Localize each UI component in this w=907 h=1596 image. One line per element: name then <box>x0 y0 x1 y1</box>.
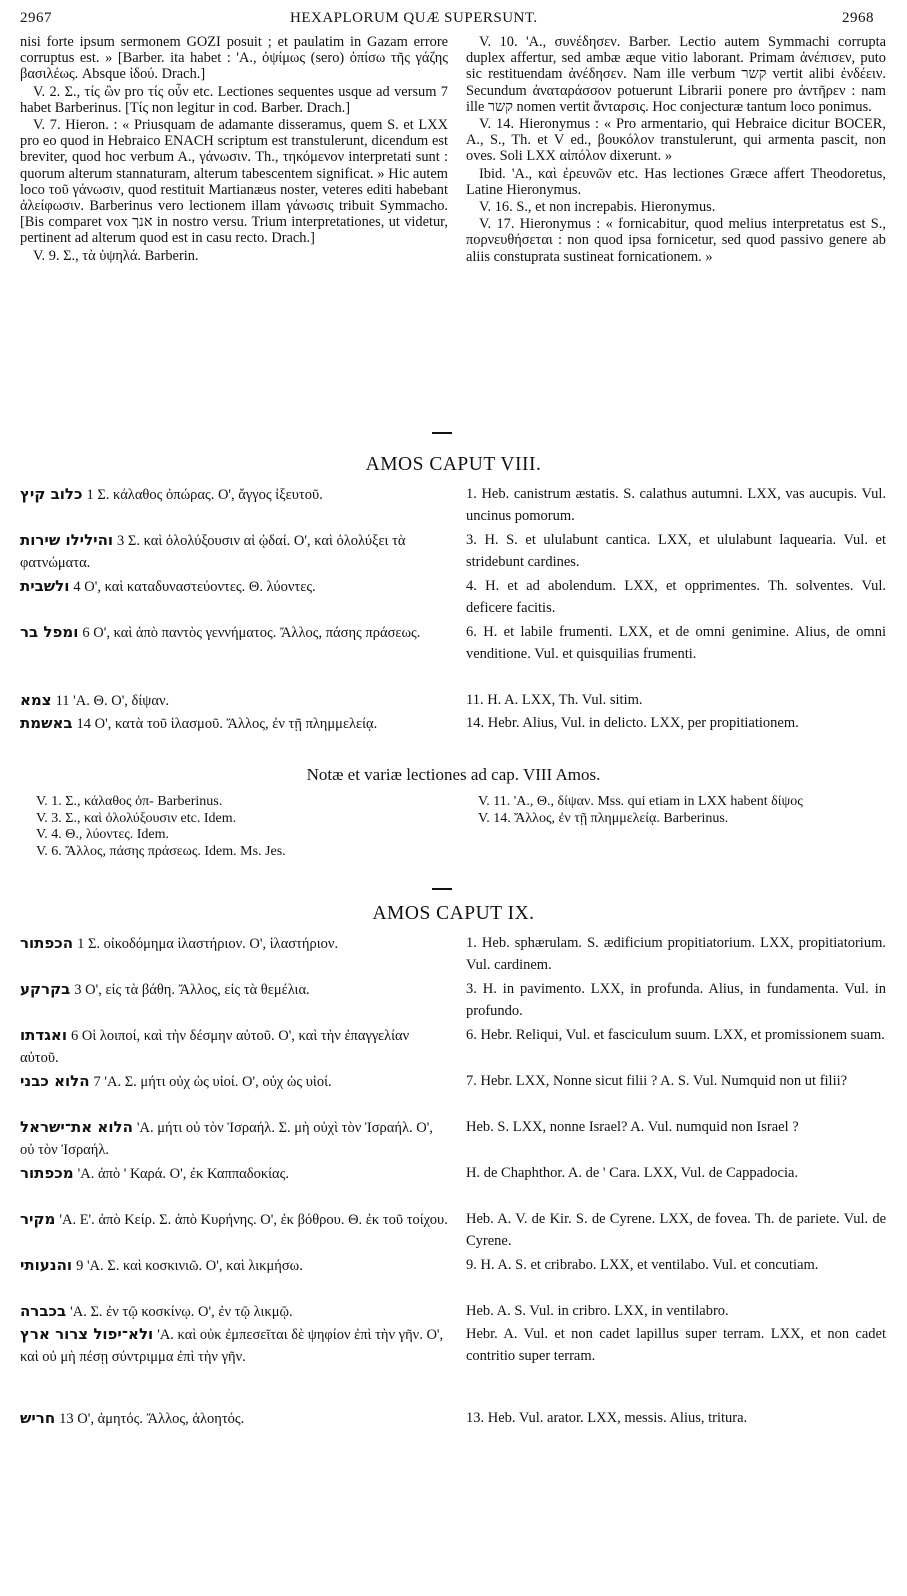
hebrew-lemma: כלוב קיץ <box>20 485 83 503</box>
greek-column <box>20 575 450 598</box>
running-title: HEXAPLORUM QUÆ SUPERSUNT. <box>290 10 538 26</box>
greek-column <box>20 483 450 506</box>
notes-heading: Notæ et variæ lectiones ad cap. VIII Amos. <box>306 765 601 784</box>
greek-reading: 3 Σ. καὶ ὀλολύξουσιν αἱ ᾠδαί. Ο', καὶ ὀλολύξει τὰ φατνώματα. <box>20 533 406 571</box>
greek-reading: 6 Ο', καὶ ἀπὸ παντὸς γεννήματος. Ἄλλος, πάσης πράσεως. <box>82 625 421 641</box>
greek-reading: 'Α. καὶ οὐκ ἐμπεσεῖται δὲ ψηφίον ἐπὶ τὴν γῆν. Ο', καὶ οὐ μὴ πέσῃ σύντριμμα ἐπὶ τὴν γῆν. <box>20 1327 444 1365</box>
notes-right <box>478 794 886 827</box>
greek-reading: 9 'Α. Σ. καὶ κοσκινιῶ. Ο', καὶ λικμήσω. <box>76 1258 303 1274</box>
greek-column <box>20 1024 450 1069</box>
latin-translation: H. de Chaphthor. A. de ' Cara. LXX, Vul. de Cappadocia. <box>466 1165 799 1181</box>
note-paragraph: Ibid. 'Α., καὶ ἐρευνῶν etc. Has lectiones Græce affert Theodoretus, Latine Hieronymus. <box>466 165 886 198</box>
greek-column <box>20 689 450 712</box>
greek-column <box>20 1300 450 1323</box>
greek-reading: 4 Ο', καὶ καταδυναστεύοντες. Θ. λύοντες. <box>73 579 316 595</box>
hebrew-lemma: צמא <box>20 691 52 709</box>
latin-translation: 1. Heb. sphærulam. S. ædificium propitiatorium. LXX, propitiatorium. Vul. cardinem. <box>466 935 886 973</box>
greek-reading: 6 Οἱ λοιποί, καὶ τὴν δέσμην αὐτοῦ. Ο', καὶ τὴν ἐπαγγελίαν αὐτοῦ. <box>20 1028 410 1066</box>
latin-translation: 7. Hebr. LXX, Nonne sicut filii ? A. S. Vul. Numquid non ut filii? <box>466 1073 848 1089</box>
greek-column <box>20 978 450 1001</box>
note-paragraph: V. 10. 'Α., συνέδησεν. Barber. Lectio autem Symmachi corrupta duplex affertur, sed ambæ æque vitio laborant. Primam ἀνέπισεν, puto sic restituendam ἀνέδησεν. Nam ille verbum קשר vertit alibi ἐνδέειν. Secundum ἀναταράσσον potuerunt Librarii ponere pro ἀντῆρεν : nam ille קשר nomen vertit ἄνταρσις. Hoc conjecturæ tantum loco ponimus. <box>466 34 886 115</box>
hebrew-lemma: בקרקע <box>20 980 71 998</box>
greek-reading: 3 Ο', εἰς τὰ βάθη. Ἄλλος, εἰς τὰ θεμέλια. <box>74 982 310 998</box>
chapter-title-ix: AMOS CAPUT IX. <box>372 903 535 924</box>
greek-column <box>20 1407 450 1430</box>
greek-reading: 1 Σ. κάλαθος ὀπώρας. Ο', ἄγγος ἰξευτοῦ. <box>86 487 323 503</box>
latin-translation: 13. Heb. Vul. arator. LXX, messis. Alius, tritura. <box>466 1410 748 1426</box>
greek-column <box>20 621 450 644</box>
hebrew-lemma: ולא־יפול צרור ארץ <box>20 1325 154 1343</box>
latin-translation: Heb. S. LXX, nonne Israel? A. Vul. numquid non Israel ? <box>466 1119 799 1135</box>
greek-reading: 14 Ο', κατὰ τοῦ ἱλασμοῦ. Ἄλλος, ἐν τῇ πλημμελείᾳ. <box>76 716 378 732</box>
chapter-title-viii: AMOS CAPUT VIII. <box>365 454 542 475</box>
note-line: V. 1. Σ., κάλαθος ὀπ- Barberinus. <box>36 794 223 809</box>
greek-reading: 'Α. Ε'. ἀπὸ Κείρ. Σ. ἀπὸ Κυρήνης. Ο', ἐκ βόθρου. Θ. ἐκ τοῦ τοίχου. <box>59 1212 448 1228</box>
note-paragraph: V. 16. S., et non increpabis. Hieronymus. <box>479 199 716 216</box>
notes-left <box>36 794 456 860</box>
latin-translation: 3. H. S. et ululabunt cantica. LXX, et ululabunt laquearia. Vul. et stridebunt cardines. <box>466 532 886 570</box>
note-line: V. 11. 'Α., Θ., δίψαν. Mss. qui etiam in LXX habent δίψος <box>478 794 803 809</box>
hebrew-lemma: חריש <box>20 1409 56 1427</box>
hebrew-lemma: ולשבית <box>20 577 70 595</box>
latin-translation: 3. H. in pavimento. LXX, in profunda. Alius, in fundamenta. Vul. in profundo. <box>466 981 886 1019</box>
note-paragraph: V. 9. Σ., τὰ ὑψηλά. Barberin. <box>33 247 199 264</box>
page-number-left: 2967 <box>20 10 52 26</box>
latin-translation: 11. H. A. LXX, Th. Vul. sitim. <box>466 692 643 708</box>
hebrew-lemma: הכפתור <box>20 934 74 952</box>
latin-translation: 6. Hebr. Reliqui, Vul. et fasciculum suum. LXX, et promissionem suam. <box>466 1027 885 1043</box>
greek-column <box>20 1162 450 1185</box>
hebrew-lemma: הלוא כבני <box>20 1072 90 1090</box>
greek-column <box>20 1116 450 1161</box>
note-line: V. 3. Σ., καὶ ὀλολύξουσιν etc. Idem. <box>36 810 237 826</box>
hebrew-lemma: ומפל בר <box>20 623 79 641</box>
greek-reading: 11 'Α. Θ. Ο', δίψαν. <box>55 693 170 709</box>
greek-column <box>20 932 450 955</box>
latin-translation: 9. H. A. S. et cribrabo. LXX, et ventilabo. Vul. et concutiam. <box>466 1257 819 1273</box>
hebrew-lemma: והילילו שירות <box>20 531 114 549</box>
hebrew-lemma: והנעותי <box>20 1256 73 1274</box>
greek-reading: 13 Ο', ἀμητός. Ἄλλος, ἀλοητός. <box>59 1411 245 1427</box>
greek-reading: 7 'Α. Σ. μήτι οὐχ ὡς υἱοί. Ο', οὐχ ὡς υἱοί. <box>93 1074 332 1090</box>
latin-translation: Heb. A. S. Vul. in cribro. LXX, in ventilabro. <box>466 1303 729 1319</box>
note-paragraph: nisi forte ipsum sermonem GOZI posuit ; et paulatim in Gazam errore corruptus est. » [Barber. ita habet : 'Α., ὀψίμως (sero) ὀπίσω τῆς γάζης βασιλέως. Absque ἰδού. Drach.] <box>20 34 448 83</box>
note-paragraph: V. 2. Σ., τίς ὢν pro τίς οὖν etc. Lectiones sequentes usque ad versum 7 habet Barberinus. [Τίς non legitur in cod. Barber. Drach.] <box>20 83 448 116</box>
latin-translation: 14. Hebr. Alius, Vul. in delicto. LXX, per propitiationem. <box>466 715 799 731</box>
hebrew-lemma: בכברה <box>20 1302 67 1320</box>
top-notes-right <box>466 34 886 266</box>
note-paragraph: V. 7. Hieron. : « Priusquam de adamante disseramus, quem S. et LXX pro eo quod in Hebraico ENACH scriptum est transtulerunt, dicendum est breviter, quod hoc verbum A., γάνωσιν. Th., τηκόμενον interpretati sunt : quorum alterum stannaturam, alterum tabescentem significat. » Hic autem loco τοῦ γάνωσιν, quod restituit Martianæus noster, veteres editi habebant ἀλείφωσιν. Barberinus vero lectionem illam γάνωσις tribuit Symmacho. [Bis comparet vox אנך in nostro versu. Trium interpretationes, ut videtur, pertinent ad alterum quod est in casu recto. Drach.] <box>20 117 448 247</box>
latin-translation: 4. H. et ad abolendum. LXX, et opprimentes. Th. solventes. Vul. deficere facitis. <box>466 578 886 616</box>
latin-translation: Heb. A. V. de Kir. S. de Cyrene. LXX, de fovea. Th. de pariete. Vul. de Cyrene. <box>466 1211 886 1249</box>
note-paragraph: V. 17. Hieronymus : « fornicabitur, quod melius interpretatus est S., πορνευθήσεται : non quod ipsa fornicetur, sed quod passivo genere ab aliis constuprata sustineat fornicationem. » <box>466 216 886 265</box>
greek-reading: 'Α. Σ. ἐν τῷ κοσκίνῳ. Ο', ἐν τῷ λικμῷ. <box>70 1304 293 1320</box>
greek-reading: 'Α. ἀπὸ ' Καρά. Ο', ἐκ Καππαδοκίας. <box>77 1166 290 1182</box>
hebrew-lemma: מכפתור <box>20 1164 74 1182</box>
latin-translation: 1. Heb. canistrum æstatis. S. calathus autumni. LXX, vas aucupis. Vul. uncinus pomorum. <box>466 486 886 524</box>
hebrew-lemma: ואגדתו <box>20 1026 67 1044</box>
latin-translation: Hebr. A. Vul. et non cadet lapillus super terram. LXX, et non cadet contritio super terram. <box>466 1326 886 1364</box>
greek-column <box>20 712 450 735</box>
latin-translation: 6. H. et labile frumenti. LXX, et de omni genimine. Alius, de omni venditione. Vul. et quisquilias frumenti. <box>466 624 886 662</box>
greek-column <box>20 1208 450 1231</box>
section-divider <box>432 888 452 890</box>
greek-reading: 'Α. μήτι οὐ τὸν Ἰσραήλ. Σ. μὴ οὐχὶ τὸν Ἰσραήλ. Ο', οὐ τὸν Ἰσραήλ. <box>20 1120 433 1158</box>
greek-reading: 1 Σ. οἰκοδόμημα ἱλαστήριον. Ο', ἱλαστήριον. <box>77 936 339 952</box>
greek-column <box>20 529 450 574</box>
greek-column <box>20 1323 450 1368</box>
page-number-right: 2968 <box>842 10 874 26</box>
greek-column <box>20 1254 450 1277</box>
note-line: V. 14. Ἄλλος, ἐν τῇ πλημμελείᾳ. Barberinus. <box>478 810 729 826</box>
note-line: V. 4. Θ., λύοντες. Idem. <box>36 827 170 842</box>
hebrew-lemma: מקיר <box>20 1210 56 1228</box>
note-line: V. 6. Ἄλλος, πάσης πράσεως. Idem. Ms. Jes. <box>36 843 286 859</box>
note-paragraph: V. 14. Hieronymus : « Pro armentario, qui Hebraice dicitur BOCER, A., S., Th. et V ed., βουκόλον transtulerunt, qui armenta pascit, non oves. Soli LXX αἰπόλον dixerunt. » <box>466 116 886 165</box>
top-notes-left <box>20 34 448 265</box>
hebrew-lemma: הלוא את־ישראל <box>20 1118 133 1136</box>
hebrew-lemma: באשמת <box>20 714 73 732</box>
section-divider <box>432 432 452 434</box>
greek-column <box>20 1070 450 1093</box>
